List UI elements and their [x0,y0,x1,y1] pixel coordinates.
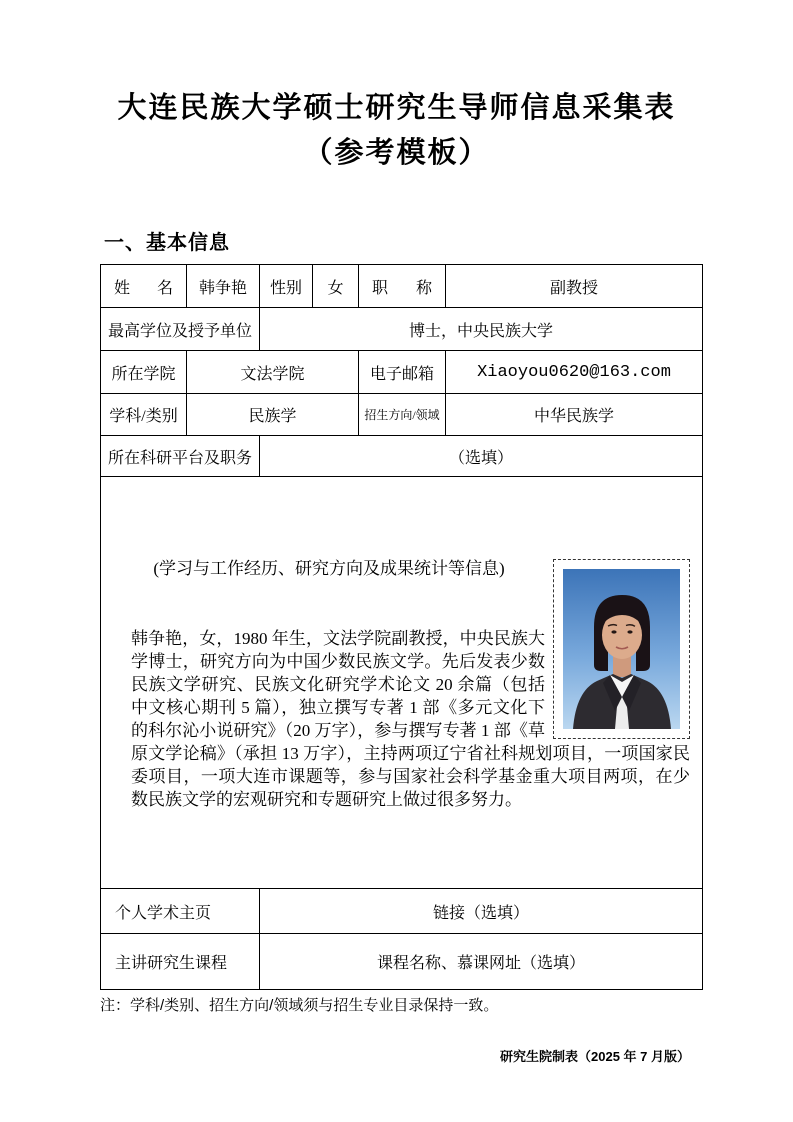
table-row [101,351,703,394]
doc-title: 大连民族大学硕士研究生导师信息采集表 [117,92,676,124]
platform-label: 所在科研平台及职务 [101,436,260,477]
profile-cell [101,477,703,889]
courses-label: 主讲研究生课程 [101,934,260,990]
degree-value: 博士，中央民族大学 [260,308,703,351]
footnote: 注：学科/类别、招生方向/领域须与招生专业目录保持一致。 [100,997,499,1014]
name-value: 韩争艳 [187,265,260,308]
email-value: Xiaoyou0620@163.com [446,351,703,394]
table-row [101,436,703,477]
table-row [101,889,703,934]
table-row [101,308,703,351]
left-eye [611,630,616,633]
profile-text: 韩争艳，女，1980 年生，文法学院副教授，中央民族大学博士，研究方向为中国少数民族文学。先后发表少数民族文学研究、民族文化研究学术论文 20 余篇（包括中文核心期刊 5 篇），独立撰写专著 1 部《多元文化下的科尔沁小说研究》（20 万字），参与撰写专著 1 部《草原文学论稿》（承担 13 万字），主持两项辽宁省社科规划项目，一项国家民委项目，一项大连市课题等，参与国家社会科学基金重大项目两项，在少数民族文学的宏观研究和专题研究上做过很多努力。 [131,628,690,809]
courses-value: 课程名称、慕课网址（选填） [260,934,703,990]
professional-title-value: 副教授 [446,265,703,308]
enrollment-direction-value: 中华民族学 [446,394,703,436]
college-value: 文法学院 [187,351,359,394]
section-heading-basic-info: 一、基本信息 [104,232,230,254]
gender-value: 女 [313,265,359,308]
basic-info-table [100,264,703,990]
profile-hint: (学习与工作经历、研究方向及成果统计等信息) [153,558,505,578]
portrait-photo [563,569,680,729]
table-row [101,477,703,889]
doc-subtitle: （参考模板） [303,137,490,169]
homepage-label: 个人学术主页 [101,889,260,934]
footer-credit: 研究生院制表（2025 年 7 月版） [500,1049,690,1064]
photo-frame [553,559,690,739]
table-row [101,265,703,308]
gender-label: 性别 [260,265,313,308]
college-label: 所在学院 [101,351,187,394]
email-label: 电子邮箱 [359,351,446,394]
enrollment-direction-label: 招生方向/领域 [359,394,446,436]
homepage-value: 链接（选填） [260,889,703,934]
degree-label: 最高学位及授予单位 [101,308,260,351]
professional-title-label: 职 称 [359,265,446,308]
table-row [101,934,703,990]
table-row [101,394,703,436]
discipline-label: 学科/类别 [101,394,187,436]
discipline-value: 民族学 [187,394,359,436]
platform-value: （选填） [260,436,703,477]
name-label: 姓 名 [101,265,187,308]
right-eye [627,630,632,633]
